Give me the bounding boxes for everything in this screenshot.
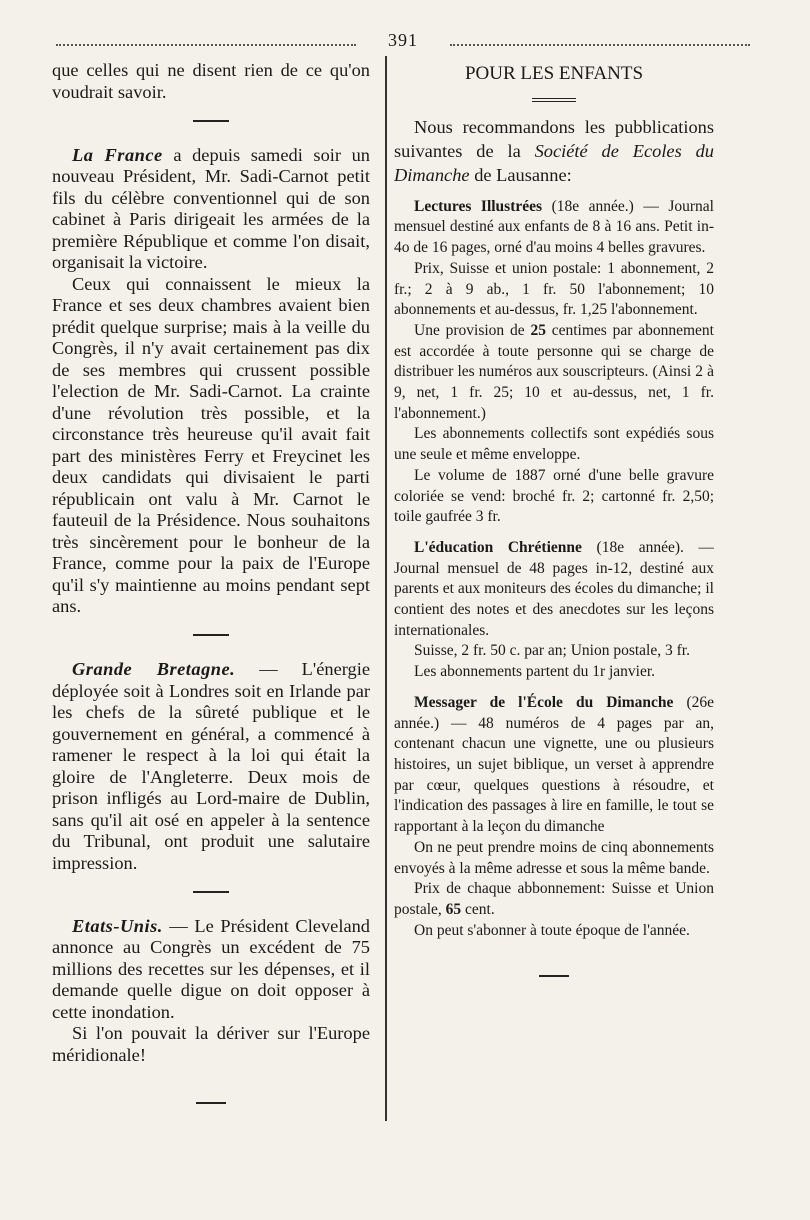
left-column: [52, 60, 370, 1120]
column-end-separator: [394, 963, 714, 984]
section-separator: [52, 109, 370, 131]
paragraph-congres: Ceux qui connaissent le mieux la France et ses deux chambres avaient bien prédit quelque surprise; mais à la veille du Congrès, il n'y avait certainement pas dix de ses membres qui crussent possible l'election de Mr. Sadi-Carnot. La crainte d'une révolution très possible, et la circonstance très heureuse qu'il avait fait part des ministères Ferry et Freycinet les deux candidats qui divisaient le parti républicain ont valu à Mr. Carnot le fauteuil de la Présidence. Nous souhaitons très sincèrement pour le bonheur de la France, comme pour la paix de l'Europe qu'il s'y maintienne au moins pendant sept ans.: [52, 273, 370, 616]
intro-text: Nous recommandons les pubblications suivantes de la: [394, 116, 714, 161]
provision-amount: 25: [530, 321, 546, 339]
paragraph-lectures-collectifs: Les abonnements collectifs sont expédiés sous une seule et même enveloppe.: [394, 425, 714, 464]
heading-education: L'éducation Chrétienne: [414, 538, 582, 556]
text-etats-unis: — Le Président Cleveland annonce au Congrès un excédent de 75 millions des recettes sur les dépenses, et il demande quelle digue on doit opposer à cette inondation.: [52, 915, 370, 1022]
paragraph-education: [394, 538, 714, 642]
header-rule-right: [450, 44, 750, 46]
paragraph-messager-minimum: On ne peut prendre moins de cinq abonnements envoyés à la même adresse et sous la même bande.: [394, 838, 714, 877]
paragraph-continuation: que celles qui ne disent rien de ce qu'on voudrait savoir.: [52, 60, 370, 102]
page-header: [56, 30, 750, 50]
paragraph-lectures: [394, 197, 714, 259]
text-grande-bretagne: — L'énergie déployée soit à Londres soit en Irlande par les chefs de la sûreté publique et le gouvernement en général, a commencé à ramener le respect à la loi qui était la gloire de l'Angleterre. Deux mois de prison infligés au Lord-maire de Dublin, sans qu'il ait osé en appeler à la sentence du Tribunal, ont produit une salutaire impression.: [52, 659, 370, 873]
price-text-end: cent.: [461, 900, 495, 918]
text-education: (18e année). — Journal mensuel de 48 pages in-12, destiné aux parents et aux moniteurs des écoles du dimanche; il contient des notes et des anecdotes sur les leçons internationales.: [394, 538, 714, 639]
paragraph-lectures-price: Prix, Suisse et union postale: 1 abonnement, 2 fr.; 2 à 9 ab., 1 fr. 50 l'abonnement; 10 abonnements et au-dessus, fr. 1,25 l'abonnement.: [394, 259, 714, 319]
paragraph-lectures-provision: [394, 321, 714, 425]
intro-text-end: de Lausanne:: [469, 164, 572, 185]
price-amount: 65: [445, 900, 462, 918]
text-messager: (26e année.) — 48 numéros de 4 pages par an, contenant chacun une vignette, une ou plusieurs histoires, un sujet biblique, un verset à apprendre par cœur, quelques questions à résoudre, et l'indication des passages à lire en famille, le tout se rapportant à la leçon du dimanche: [394, 693, 714, 836]
paragraph-france: [52, 145, 370, 274]
section-title: POUR LES ENFANTS: [464, 63, 644, 84]
paragraph-lectures-volume: Le volume de 1887 orné d'une belle gravure coloriée se vend: broché fr. 2; cartonné fr. 2,50; toile gaufrée 3 fr.: [394, 466, 714, 526]
paragraph-education-price: Suisse, 2 fr. 50 c. par an; Union postale, 3 fr.: [414, 642, 690, 660]
paragraph-europe: Si l'on pouvait la dériver sur l'Europe méridionale!: [52, 1023, 370, 1065]
provision-text: Une provision de: [414, 321, 531, 339]
heading-etats-unis: Etats-Unis.: [72, 915, 163, 936]
provision-text-end: centimes par abonnement est accordée à toute personne qui se charge de distribuer les numéros aux souscripteurs. (Ainsi 2 à 9, net, 1 fr. 25; 10 et au-dessus, net, 1 fr. l'abonnement.): [394, 321, 714, 422]
paragraph-intro: [394, 115, 714, 187]
paragraph-messager: [394, 693, 714, 838]
paragraph-messager-anytime: On peut s'abonner à toute époque de l'année.: [414, 921, 690, 939]
section-separator: [52, 880, 370, 902]
text-france: a depuis samedi soir un nouveau Président, Mr. Sadi-Carnot petit fils du célèbre conventionnel qui de son cabinet à Paris dirigeait les armées de la première République et comme l'on disait, organisait la victoire.: [52, 144, 370, 272]
paragraph-etats-unis: [52, 916, 370, 1024]
paragraph-education-start: Les abonnements partent du 1r janvier.: [414, 663, 656, 681]
title-double-rule: [394, 88, 714, 109]
section-separator: [52, 624, 370, 646]
page-number: 391: [388, 30, 418, 50]
paragraph-messager-price: [394, 879, 714, 920]
right-column: [394, 60, 714, 1120]
text-lectures: (18e année.) — Journal mensuel destiné aux enfants de 8 à 16 ans. Petit in-4o de 16 pages, orné d'au moins 4 belles gravures.: [394, 197, 714, 257]
heading-messager: Messager de l'École du Dimanche: [414, 693, 674, 711]
heading-grande-bretagne: Grande Bretagne.: [72, 659, 236, 679]
society-name: Société de Ecoles du Dimanche: [394, 140, 714, 185]
column-divider: [385, 56, 387, 1121]
price-text: Prix de chaque abbonnement: Suisse et Union postale,: [394, 880, 714, 918]
paragraph-grande-bretagne: [52, 659, 370, 874]
heading-lectures: Lectures Illustrées: [414, 197, 543, 215]
heading-france: La France: [72, 144, 163, 165]
column-end-separator: [52, 1088, 370, 1110]
